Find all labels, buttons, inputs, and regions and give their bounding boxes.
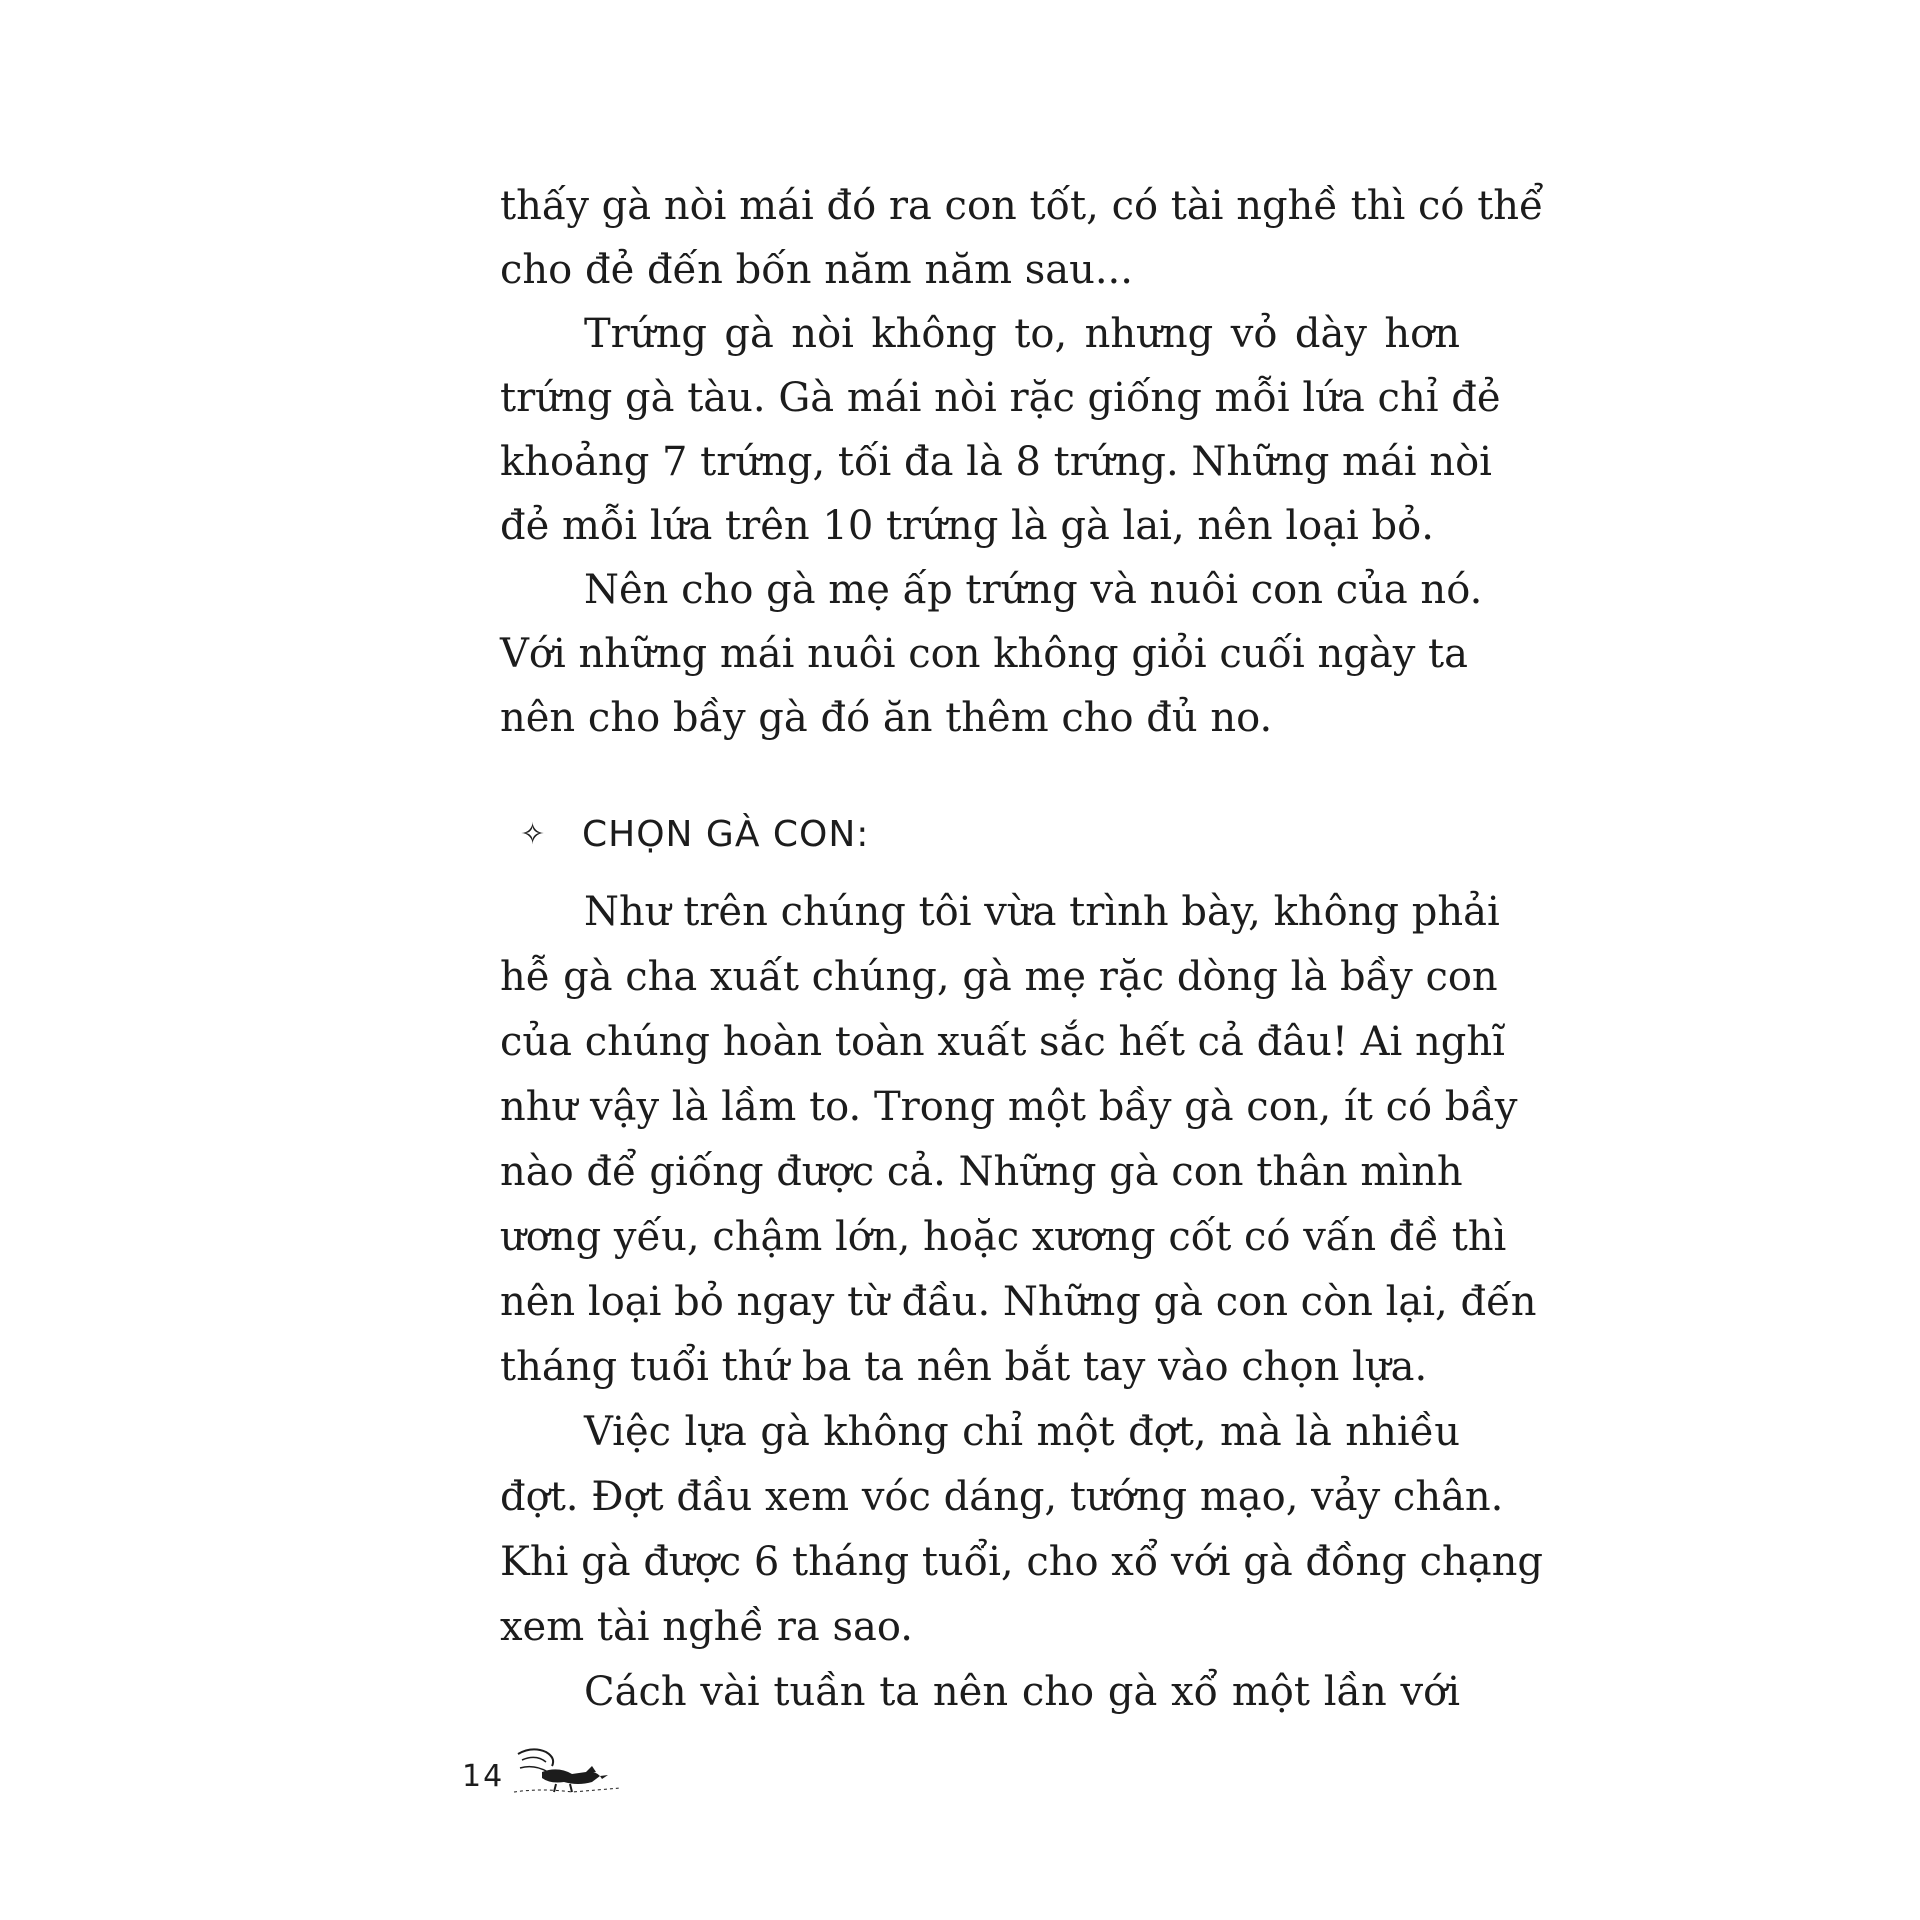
text-line: Cách vài tuần ta nên cho gà xổ một lần với — [584, 1669, 1460, 1715]
text-line: Khi gà được 6 tháng tuổi, cho xổ với gà đồng chạng — [500, 1539, 1543, 1585]
text-line: hễ gà cha xuất chúng, gà mẹ rặc dòng là bầy con — [500, 954, 1498, 1000]
text-line: cho đẻ đến bốn năm năm sau... — [500, 247, 1133, 293]
text-line: Với những mái nuôi con không giỏi cuối ngày ta — [500, 631, 1468, 677]
rooster-ornament-icon — [512, 1742, 624, 1802]
diamond-bullet-icon: ✧ — [520, 817, 547, 852]
text-line: khoảng 7 trứng, tối đa là 8 trứng. Những mái nòi — [500, 439, 1492, 485]
text-line: như vậy là lầm to. Trong một bầy gà con, ít có bầy — [500, 1084, 1518, 1130]
section-heading — [520, 805, 869, 865]
section-heading-text: CHỌN GÀ CON: — [582, 814, 870, 855]
text-line: nào để giống được cả. Những gà con thân mình — [500, 1149, 1463, 1195]
text-line: tháng tuổi thứ ba ta nên bắt tay vào chọn lựa. — [500, 1344, 1428, 1390]
text-line: Việc lựa gà không chỉ một đợt, mà là nhiều — [584, 1409, 1460, 1455]
text-line: Nên cho gà mẹ ấp trứng và nuôi con của nó. — [584, 567, 1483, 613]
text-line: đẻ mỗi lứa trên 10 trứng là gà lai, nên loại bỏ. — [500, 503, 1434, 549]
text-line: nên cho bầy gà đó ăn thêm cho đủ no. — [500, 695, 1273, 741]
text-line: thấy gà nòi mái đó ra con tốt, có tài nghề thì có thể — [500, 183, 1544, 229]
text-line: nên loại bỏ ngay từ đầu. Những gà con còn lại, đến — [500, 1279, 1537, 1325]
text-line: Trứng gà nòi không to, nhưng vỏ dày hơn — [584, 311, 1460, 357]
page-number: 14 — [462, 1759, 505, 1794]
text-line: xem tài nghề ra sao. — [500, 1604, 913, 1650]
text-line: ương yếu, chậm lớn, hoặc xương cốt có vấn đề thì — [500, 1214, 1507, 1260]
text-line: của chúng hoàn toàn xuất sắc hết cả đâu! Ai nghĩ — [500, 1019, 1505, 1065]
text-line: Như trên chúng tôi vừa trình bày, không phải — [584, 889, 1500, 935]
text-line: đợt. Đợt đầu xem vóc dáng, tướng mạo, vảy chân. — [500, 1474, 1504, 1520]
text-line: trứng gà tàu. Gà mái nòi rặc giống mỗi lứa chỉ đẻ — [500, 375, 1501, 421]
